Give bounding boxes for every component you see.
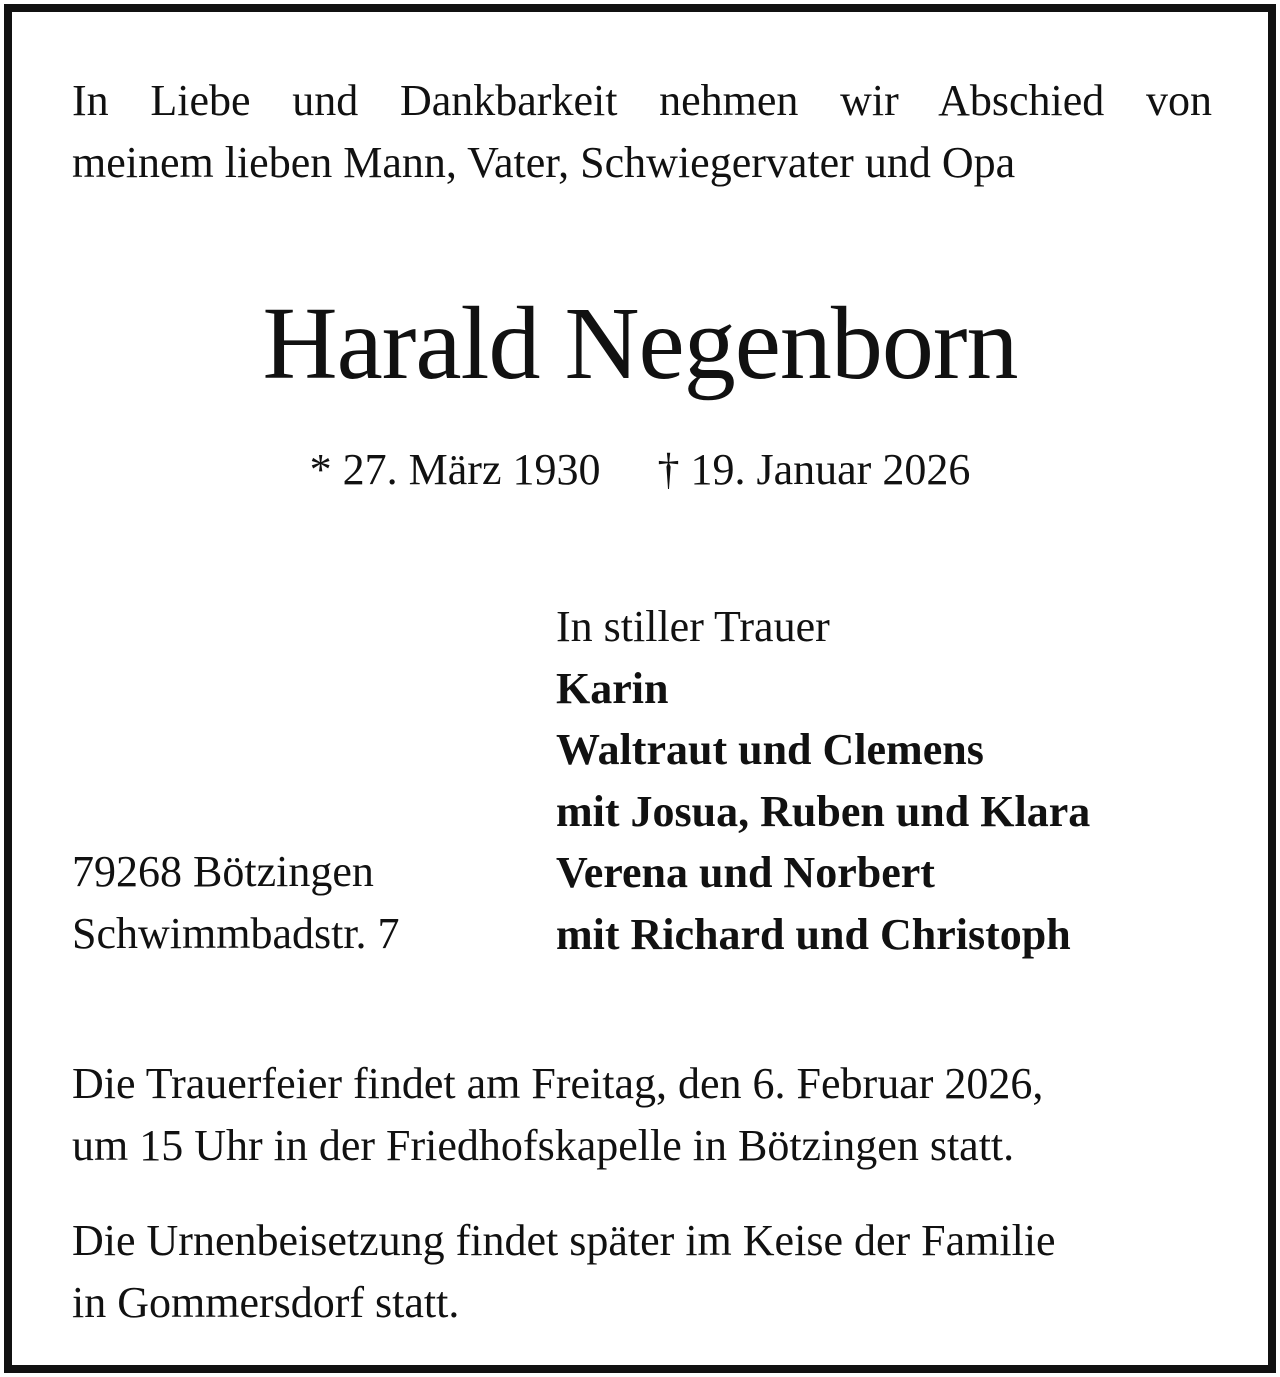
intro-line-2: meinem lieben Mann, Vater, Schwiegervater und Opa [72, 138, 1016, 187]
mourner-line: mit Josua, Ruben und Klara [556, 786, 1091, 836]
address-city: 79268 Bötzingen [72, 847, 374, 896]
mourner-line: mit Richard und Christoph [556, 909, 1071, 959]
birth-date: * 27. März 1930 [309, 445, 601, 494]
mourners-block [556, 596, 1090, 965]
urn-burial-info [72, 1210, 1212, 1334]
mourner-line: Karin [556, 663, 669, 713]
funeral-service-info [72, 1053, 1212, 1177]
service-line-1: Die Trauerfeier findet am Freitag, den 6. Februar 2026, [72, 1059, 1044, 1108]
mourner-line: Waltraut und Clemens [556, 725, 984, 774]
intro-text [72, 70, 1212, 194]
deceased-name: Harald Negenborn [262, 286, 1018, 401]
urn-line-1: Die Urnenbeisetzung findet später im Keise der Familie [72, 1216, 1056, 1265]
mourner-line: Verena und Norbert [556, 848, 935, 897]
family-address [72, 841, 400, 964]
intro-line-1: In Liebe und Dankbarkeit nehmen wir Abschied von [72, 76, 1212, 125]
obituary-notice [4, 4, 1276, 1373]
mourners-caption: In stiller Trauer [556, 602, 830, 651]
service-line-2: um 15 Uhr in der Friedhofskapelle in Bötzingen statt. [72, 1121, 1015, 1170]
urn-line-2: in Gommersdorf statt. [72, 1278, 460, 1327]
death-date: † 19. Januar 2026 [657, 445, 971, 494]
address-street: Schwimmbadstr. 7 [72, 908, 400, 958]
life-dates [12, 442, 1268, 498]
